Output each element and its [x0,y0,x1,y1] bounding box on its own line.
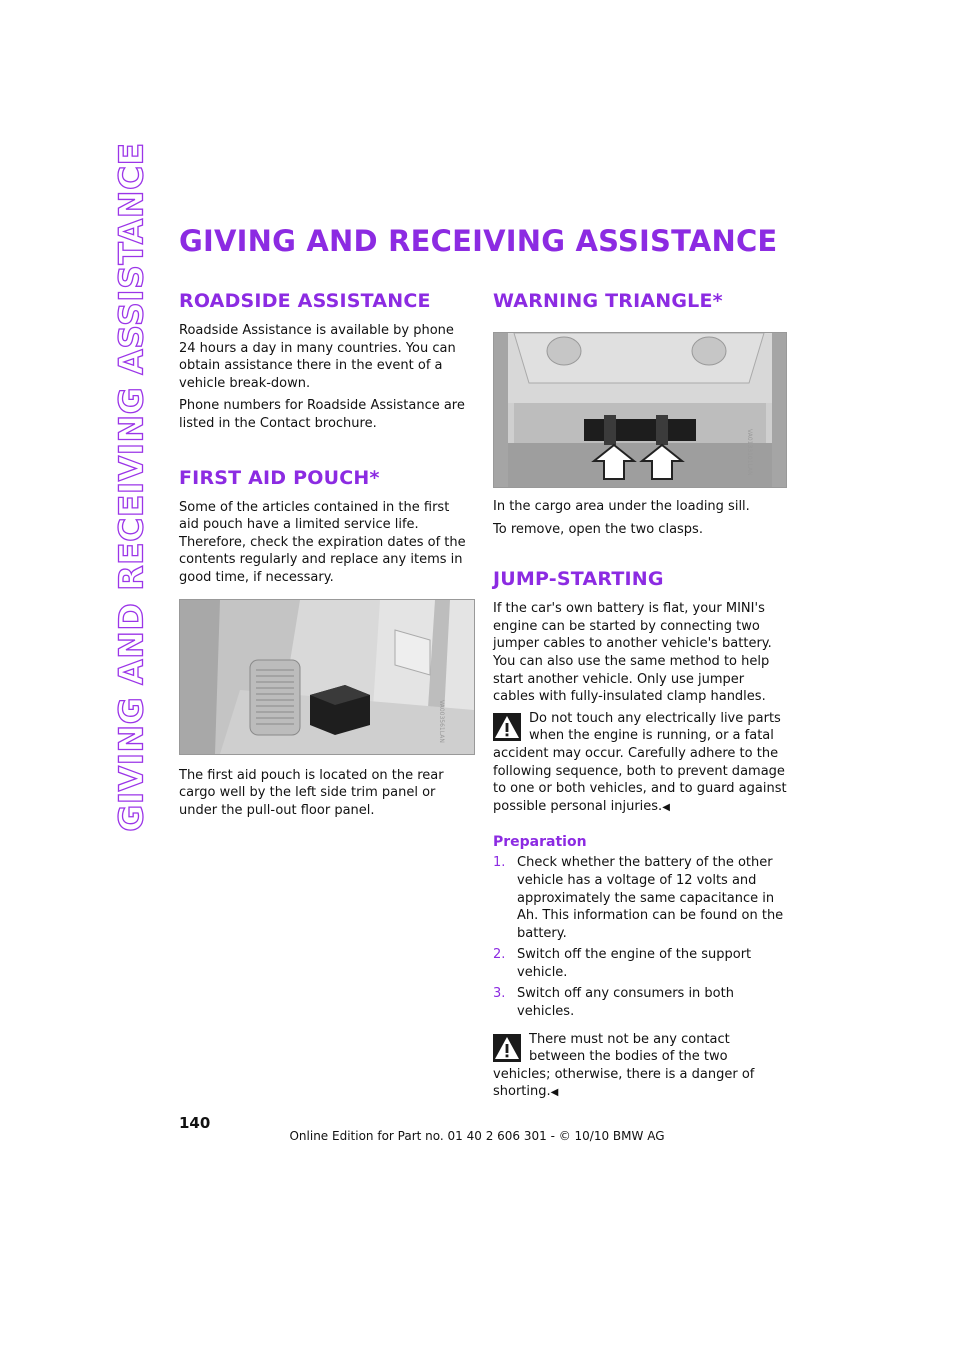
preparation-steps [493,854,787,1020]
warning-triangle-image-code: VA0133101LAN [746,429,754,476]
left-column [179,290,473,819]
jump-starting-heading: JUMP-STARTING [493,568,664,591]
first-aid-heading: FIRST AID POUCH* [179,466,380,489]
warning-triangle-icon [493,713,521,741]
end-marker-icon: ◀ [550,1087,559,1099]
page-title: GIVING AND RECEIVING ASSISTANCE [179,224,778,258]
list-item [493,946,787,981]
roadside-heading: ROADSIDE ASSISTANCE [179,290,431,312]
first-aid-image-code: VA003561LAN [438,699,446,743]
first-aid-paragraph: Some of the articles contained in the first aid pouch have a limited service life. Therefore, check the expiration dates of the contents regularly and replace any items in good time, if necessary. [179,499,466,585]
first-aid-caption: The first aid pouch is located on the rear cargo well by the left side trim panel or under the pull-out floor panel. [179,767,444,818]
warning-note-2-text: There must not be any contact between the bodies of the two vehicles; otherwise, there is a danger of shorting.◀ [493,1031,755,1100]
warning-triangle-icon [493,1034,521,1062]
page-number: 140 [179,1114,211,1132]
warning-triangle-illustration [493,332,787,488]
warning-note-1 [493,710,787,817]
step-text: Check whether the battery of the other vehicle has a voltage of 12 volts and approximately the same capacitance in Ah. This information can be found on the battery. [517,855,784,941]
warning-triangle-heading: WARNING TRIANGLE* [493,290,723,312]
footer: Online Edition for Part no. 01 40 2 606 301 - © 10/10 BMW AG [289,1129,665,1143]
step-text: Switch off any consumers in both vehicles. [517,986,734,1020]
warning-note-1-text: Do not touch any electrically live parts when the engine is running, or a fatal accident may occur. Carefully adhere to the following sequence, both to prevent damage to one or both vehicles, and to guard against possible personal injuries.◀ [493,710,787,814]
step-number: 3. [493,986,506,1002]
preparation-heading: Preparation [493,834,587,851]
warning-note-2 [493,1031,787,1102]
right-column [493,290,787,1102]
first-aid-illustration [179,599,475,755]
roadside-paragraph-1: Roadside Assistance is available by phone 24 hours a day in many countries. You can obtain assistance there in the event of a vehicle break-down. [179,323,456,391]
step-text: Switch off the engine of the support vehicle. [517,947,752,980]
warning-triangle-paragraph-2: To remove, open the two clasps. [493,521,703,537]
side-tab [108,142,154,832]
list-item [493,985,787,1020]
roadside-paragraph-2: Phone numbers for Roadside Assistance are listed in the Contact brochure. [179,398,465,431]
warning-triangle-paragraph-1: In the cargo area under the loading sill. [493,499,750,514]
step-number: 2. [493,947,506,963]
side-tab-label: GIVING AND RECEIVING ASSISTANCE [111,142,151,832]
step-number: 1. [493,855,506,871]
end-marker-icon: ◀ [662,801,670,813]
jump-starting-paragraph: If the car's own battery is flat, your MINI's engine can be started by connecting two jumper cables to another vehicle's battery. You can also use the same method to help start another vehicle. Only use jumper cables with fully-insulated clamp handles. [493,601,772,705]
list-item [493,854,787,942]
